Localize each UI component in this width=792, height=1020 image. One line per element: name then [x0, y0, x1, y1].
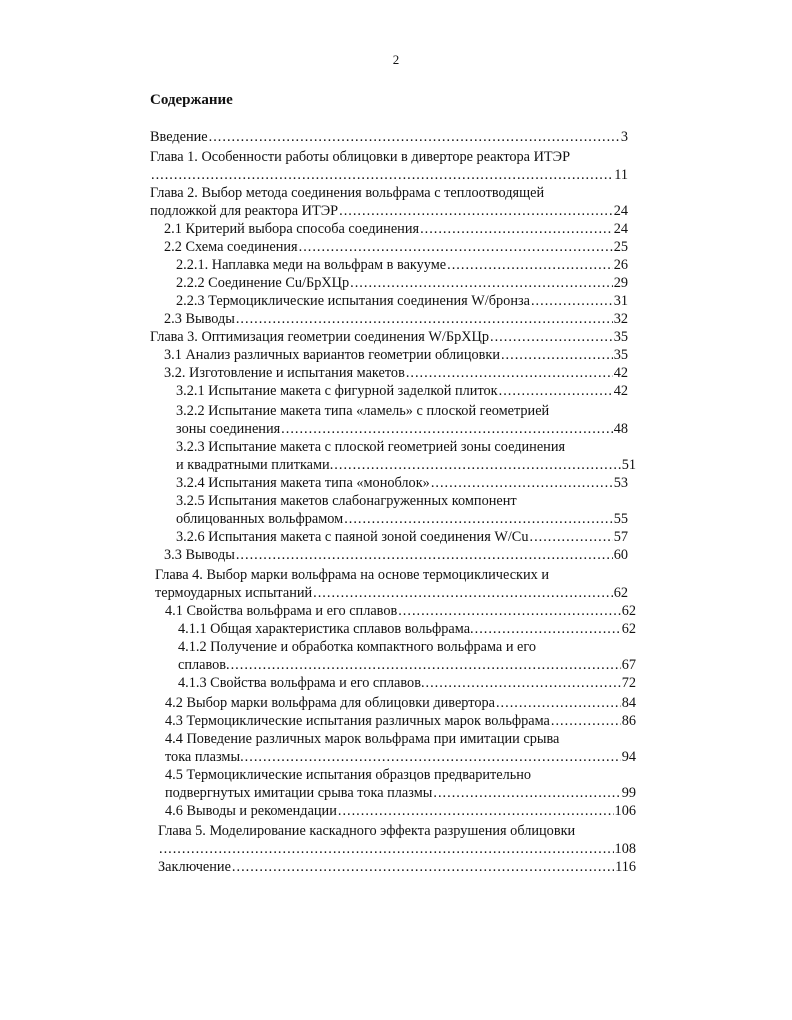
toc-entry[interactable]: [164, 310, 628, 328]
dot-leader: [231, 656, 621, 674]
toc-page-number: 32: [613, 311, 628, 327]
toc-entry[interactable]: [176, 492, 628, 528]
toc-page-number: 11: [614, 167, 628, 183]
dot-leader: [236, 310, 613, 328]
toc-page-number: 35: [613, 347, 628, 363]
dot-leader: [551, 712, 621, 730]
toc-entry-text: подложкой для реактора ИТЭР: [150, 203, 339, 219]
toc-entry[interactable]: [176, 438, 636, 474]
toc-entry[interactable]: [164, 238, 628, 256]
toc-entry[interactable]: [165, 730, 636, 766]
toc-page-number: 55: [613, 511, 628, 527]
toc-entry[interactable]: [176, 528, 628, 546]
toc-page-number: 26: [613, 257, 628, 273]
toc-entry-text: 2.1 Критерий выбора способа соединения: [164, 221, 420, 237]
toc-entry[interactable]: [158, 822, 636, 858]
toc-entry[interactable]: [178, 620, 636, 638]
toc-entry-text: 4.1.3 Свойства вольфрама и его сплавов.: [178, 675, 425, 691]
toc-entry-text: и квадратными плитками.: [176, 457, 334, 473]
toc-entry[interactable]: [150, 328, 628, 346]
toc-entry[interactable]: [164, 346, 628, 364]
toc-page-number: 60: [613, 547, 628, 563]
toc-entry[interactable]: [176, 274, 628, 292]
toc-entry-text: 3.2.3 Испытание макета с плоской геометрией зоны соединения: [176, 439, 566, 455]
toc-entry[interactable]: [176, 292, 628, 310]
dot-leader: [350, 274, 613, 292]
toc-page-number: 62: [621, 603, 636, 619]
toc-entry-text: 3.2.6 Испытания макета с паяной зоной соединения W/Cu: [176, 529, 529, 545]
toc-entry-text: Введение: [150, 129, 208, 145]
toc-entry-text: термоударных испытаний: [155, 585, 313, 601]
toc-entry-text: Заключение: [158, 859, 231, 875]
toc-entry-text: 4.2 Выбор марки вольфрама для облицовки дивертора: [165, 695, 495, 711]
toc-page-number: 53: [613, 475, 628, 491]
toc-entry-text: 3.2.4 Испытания макета типа «моноблок»: [176, 475, 430, 491]
toc-page-number: 25: [613, 239, 628, 255]
toc-entry-text: 3.3 Выводы: [164, 547, 235, 563]
dot-leader: [236, 546, 613, 564]
dot-leader: [530, 528, 613, 546]
toc-entry-text: 4.4 Поведение различных марок вольфрама при имитации срыва: [165, 731, 560, 747]
toc-page-number: 116: [615, 859, 636, 875]
dot-leader: [496, 694, 621, 712]
toc-entry-text: сплавов.: [178, 657, 230, 673]
toc-page-number: 72: [621, 675, 636, 691]
toc-entry-text: Глава 2. Выбор метода соединения вольфрама с теплоотводящей: [150, 185, 545, 201]
page-title: Содержание: [150, 92, 233, 108]
toc-entry-text: 2.3 Выводы: [164, 311, 235, 327]
toc-page-number: 86: [621, 713, 636, 729]
dot-leader: [281, 420, 613, 438]
toc-entry-text: 4.5 Термоциклические испытания образцов предварительно: [165, 767, 532, 783]
dot-leader: [501, 346, 613, 364]
dot-leader: [426, 674, 621, 692]
toc-entry-text: 2.2 Схема соединения: [164, 239, 298, 255]
toc-entry[interactable]: [176, 402, 628, 438]
toc-entry-text: подвергнутых имитации срыва тока плазмы: [165, 785, 433, 801]
toc-entry-text: тока плазмы.: [165, 749, 244, 765]
toc-entry-text: 4.1.2 Получение и обработка компактного вольфрама и его: [178, 639, 537, 655]
dot-leader: [447, 256, 613, 274]
toc-page-number: 42: [613, 365, 628, 381]
toc-page-number: 99: [621, 785, 636, 801]
toc-page-number: 62: [613, 585, 628, 601]
toc-page-number: 108: [614, 841, 636, 857]
toc-entry[interactable]: [176, 382, 628, 400]
toc-entry[interactable]: [178, 638, 636, 674]
toc-page-number: 3: [620, 129, 628, 145]
toc-entry[interactable]: [150, 184, 628, 220]
toc-entry[interactable]: [165, 694, 636, 712]
dot-leader: [475, 620, 621, 638]
toc-entry[interactable]: [150, 148, 628, 184]
dot-leader: [232, 858, 614, 876]
toc-page-number: 57: [613, 529, 628, 545]
toc-page-number: 84: [621, 695, 636, 711]
toc-page-number: 48: [613, 421, 628, 437]
dot-leader: [338, 802, 614, 820]
toc-entry-text: 2.2.3 Термоциклические испытания соединения W/бронза: [176, 293, 530, 309]
toc-page-number: 24: [613, 221, 628, 237]
dot-leader: [245, 748, 621, 766]
toc-page-number: 106: [614, 803, 636, 819]
dot-leader: [420, 220, 613, 238]
toc-entry[interactable]: [165, 802, 636, 820]
toc-page-number: 62: [621, 621, 636, 637]
toc-entry[interactable]: [178, 674, 636, 692]
dot-leader: [159, 840, 614, 858]
toc-page-number: 35: [613, 329, 628, 345]
toc-entry-text: 2.2.1. Наплавка меди на вольфрам в вакууме: [176, 257, 447, 273]
dot-leader: [334, 456, 620, 474]
dot-leader: [433, 784, 620, 802]
toc-entry-text: 4.3 Термоциклические испытания различных марок вольфрама: [165, 713, 550, 729]
toc-entry[interactable]: [164, 546, 628, 564]
toc-entry[interactable]: [164, 364, 628, 382]
toc-entry[interactable]: [158, 858, 636, 876]
dot-leader: [344, 510, 613, 528]
toc-entry[interactable]: [165, 712, 636, 730]
page-number: 2: [392, 52, 400, 67]
toc-entry-text: облицованных вольфрамом: [176, 511, 344, 527]
toc-entry[interactable]: [155, 566, 628, 602]
toc-page-number: 42: [613, 383, 628, 399]
dot-leader: [398, 602, 620, 620]
toc-entry[interactable]: [176, 256, 628, 274]
toc-entry-text: Глава 4. Выбор марки вольфрама на основе термоциклических и: [155, 567, 550, 583]
toc-entry[interactable]: [164, 220, 628, 238]
toc-entry-text: 3.2. Изготовление и испытания макетов: [164, 365, 405, 381]
dot-leader: [209, 128, 620, 146]
toc-entry-text: 2.2.2 Соединение Cu/БрХЦр: [176, 275, 350, 291]
toc-page-number: 29: [613, 275, 628, 291]
toc-entry-text: 4.1 Свойства вольфрама и его сплавов: [165, 603, 398, 619]
dot-leader: [531, 292, 613, 310]
toc-page-number: 94: [621, 749, 636, 765]
toc-page-number: 24: [613, 203, 628, 219]
toc-entry-text: 3.1 Анализ различных вариантов геометрии облицовки: [164, 347, 500, 363]
toc-entry-text: 3.2.1 Испытание макета с фигурной заделкой плиток: [176, 383, 498, 399]
dot-leader: [431, 474, 613, 492]
toc-entry[interactable]: [165, 602, 636, 620]
dot-leader: [490, 328, 613, 346]
toc-entry-text: Глава 1. Особенности работы облицовки в диверторе реактора ИТЭР: [150, 149, 571, 165]
toc-entry-text: Глава 5. Моделирование каскадного эффекта разрушения облицовки: [158, 823, 576, 839]
toc-entry[interactable]: [150, 128, 628, 146]
toc-entry-text: 3.2.5 Испытания макетов слабонагруженных компонент: [176, 493, 517, 509]
toc-entry[interactable]: [165, 766, 636, 802]
dot-leader: [299, 238, 613, 256]
dot-leader: [151, 166, 613, 184]
toc-entry-text: 3.2.2 Испытание макета типа «ламель» с плоской геометрией: [176, 403, 550, 419]
dot-leader: [339, 202, 613, 220]
toc-page-number: 51: [621, 457, 636, 473]
toc-entry-text: Глава 3. Оптимизация геометрии соединения W/БрХЦр: [150, 329, 490, 345]
toc-entry-text: зоны соединения: [176, 421, 281, 437]
toc-page-number: 67: [621, 657, 636, 673]
toc-entry-text: 4.6 Выводы и рекомендации: [165, 803, 337, 819]
toc-page-number: 31: [613, 293, 628, 309]
dot-leader: [499, 382, 613, 400]
dot-leader: [313, 584, 613, 602]
dot-leader: [406, 364, 613, 382]
toc-entry[interactable]: [176, 474, 628, 492]
toc-entry-text: 4.1.1 Общая характеристика сплавов вольфрама.: [178, 621, 474, 637]
